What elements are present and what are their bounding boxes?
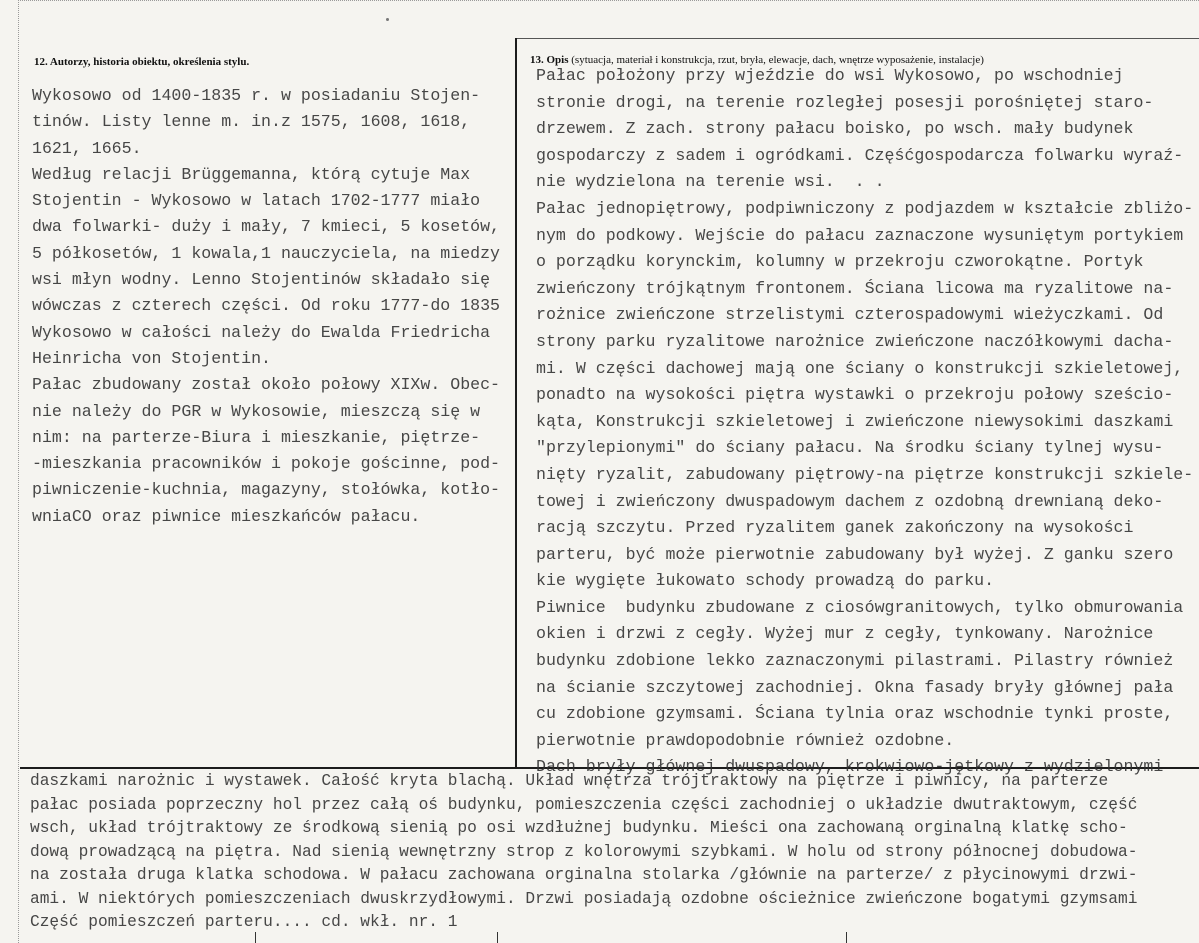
typed-line: nym do podkowy. Wejście do pałacu zaznaczone wysuniętym portykiem (536, 225, 1184, 245)
typed-line: okien i drzwi z cegły. Wyżej mur z cegły, tynkowany. Narożnice (536, 624, 1154, 644)
typed-line: na została druga klatka schodowa. W pałacu zachowana orginalna stolarka /głównie na parterze/ z płycinowymi drzwi- (30, 866, 1138, 884)
typed-line: ami. W niektórych pomieszczeniach dwuskrzydłowymi. Drzwi posiadają ozdobne ościeżnice zwieńczone bogatymi gzymsami (30, 889, 1138, 908)
typed-line: rożnice zwieńczone strzelistymi czterospadowymi wieżyczkami. Od (536, 305, 1164, 325)
typed-line: na ścianie szczytowej zachodniej. Okna fasady bryły głównej pała (536, 677, 1174, 697)
typed-line: piwniczenie-kuchnia, magazyny, stołówka, kotło- (32, 480, 501, 500)
typed-line: Stojentin - Wykosowo w latach 1702-1777 miało (32, 191, 481, 211)
section-12-body (32, 83, 500, 530)
typed-line: 1621, 1665. (32, 138, 142, 158)
typed-line: stronie drogi, na terenie rozległej posesji porośniętej staro- (536, 92, 1154, 112)
typed-line: Heinricha von Stojentin. (32, 348, 271, 368)
typed-line: daszkami narożnic i wystawek. Całość kryta blachą. Układ wnętrza trójtraktowy na piętrze i piwnicy, na parterze (30, 772, 1109, 790)
typed-line: dową prowadzącą na piętra. Nad sienią wewnętrzny strop z kolorowymi szybkami. W holu od strony północnej dobudowa- (30, 842, 1138, 861)
typed-line: Wykosowo od 1400-1835 r. w posiadaniu Stojen- (32, 86, 481, 105)
typed-line: towej i zwieńczony dwuspadowym dachem z ozdobną drewnianą deko- (536, 491, 1164, 511)
typed-line: kie wygięte łukowato schody prowadzą do parku. (536, 571, 995, 591)
typed-line: pierwotnie prawdopodobnie również ozdobne. (536, 730, 955, 750)
typed-line: parteru, być może pierwotnie zabudowany był wyżej. Z ganku szero (536, 544, 1174, 564)
typed-line: wsch, układ trójtraktowy ze środkową sienią po osi wzdłużnej budynku. Mieści ona zachowaną orginalną klatkę scho- (30, 819, 1128, 837)
section-12-header: 12. Autorzy, historia obiektu, określenia stylu. (34, 56, 250, 68)
typed-line: Pałac zbudowany został około połowy XIXw. Obec- (32, 375, 501, 395)
typed-line: budynku zdobione lekko zaznaczonymi pilastrami. Pilastry również (536, 651, 1174, 671)
typed-line: gospodarczy z sadem i ogródkami. Częśćgospodarcza folwarku wyraź- (536, 145, 1184, 165)
typed-line: zwieńczony trójkątnym frontonem. Ściana licowa ma ryzalitowe na- (536, 278, 1174, 298)
typed-line: Piwnice budynku zbudowane z ciosówgranitowych, tylko obmurowania (536, 597, 1184, 617)
typed-line: "przylepionymi" do ściany pałacu. Na środku ściany tylnej wysu- (536, 438, 1164, 458)
typed-line: nie należy do PGR w Wykosowie, mieszczą się w (32, 401, 481, 421)
perforation-top (18, 0, 1199, 2)
typed-line: drzewem. Z zach. strony pałacu boisko, po wsch. mały budynek (536, 119, 1134, 139)
typed-line: wniaCO oraz piwnice mieszkańców pałacu. (32, 506, 421, 526)
typed-line: racją szczytu. Przed ryzalitem ganek zakończony na wysokości (536, 518, 1134, 538)
typed-line: dwa folwarki- duży i mały, 7 kmieci, 5 kosetów, (32, 217, 501, 237)
section-13-number: 13. Opis (530, 54, 569, 66)
typed-line: nięty ryzalit, zabudowany piętrowy-na piętrze konstrukcji szkiele- (536, 464, 1194, 484)
typed-line: cu zdobione gzymsami. Ściana tylnia oraz wschodnie tynki proste, (536, 704, 1174, 724)
typed-line: strony parku ryzalitowe narożnice zwieńczone naczółkowymi dacha- (536, 331, 1174, 351)
typed-line: o porządku korynckim, kolumny w przekroju czworokątne. Portyk (536, 252, 1144, 272)
typed-line: 5 półkosetów, 1 kowala,1 nauczyciela, na miedzy (32, 243, 501, 263)
punch-mark (386, 18, 389, 21)
typed-line: tinów. Listy lenne m. in.z 1575, 1608, 1618, (32, 112, 471, 132)
typed-line: Wykosowo w całości należy do Ewalda Friedricha (32, 322, 491, 342)
typed-line: Pałac jednopiętrowy, podpiwniczony z podjazdem w kształcie zbliżo- (536, 198, 1194, 218)
typed-line: Dach bryły głównej dwuspadowy, krokwiowo-jętkowy z wydzielonymi (536, 757, 1164, 777)
section-13-body (536, 63, 1193, 781)
header-rule (516, 38, 1199, 39)
typed-line: Według relacji Brüggemanna, którą cytuje Max (32, 164, 471, 184)
perforation-left (18, 0, 20, 943)
typed-line: kąta, Konstrukcji szkieletowej i zwieńczone niewysokimi daszkami (536, 411, 1174, 431)
typed-line: mi. W części dachowej mają one ściany o konstrukcji szkieletowej, (536, 358, 1184, 378)
typed-line: wówczas z czterech części. Od roku 1777-do 1835 (32, 296, 501, 316)
typed-line: ponadto na wysokości piętra wystawki o przekroju połowy sześcio- (536, 385, 1174, 405)
column-divider (515, 38, 517, 768)
typed-line: Pałac położony przy wjeździe do wsi Wykosowo, po wschodniej (536, 66, 1124, 85)
section-13-continuation (30, 770, 1137, 935)
typed-line: wsi młyn wodny. Lenno Stojentinów składało się (32, 270, 491, 290)
typed-line: nim: na parterze-Biura i mieszkanie, piętrze- (32, 427, 481, 447)
typed-line: -mieszkania pracowników i pokoje gościnne, pod- (32, 454, 501, 474)
typed-line: pałac posiada poprzeczny hol przez całą oś budynku, pomieszczenia części zachodniej o układzie dwutraktowym, część (30, 795, 1138, 814)
typed-line: nie wydzielona na terenie wsi. . . (536, 172, 885, 192)
section-13-subtitle: (sytuacja, materiał i konstrukcja, rzut, bryła, elewacje, dach, wnętrze wyposażenie, instalacje) (571, 54, 984, 66)
typed-line: Część pomieszczeń parteru.... cd. wkł. nr. 1 (30, 913, 458, 931)
